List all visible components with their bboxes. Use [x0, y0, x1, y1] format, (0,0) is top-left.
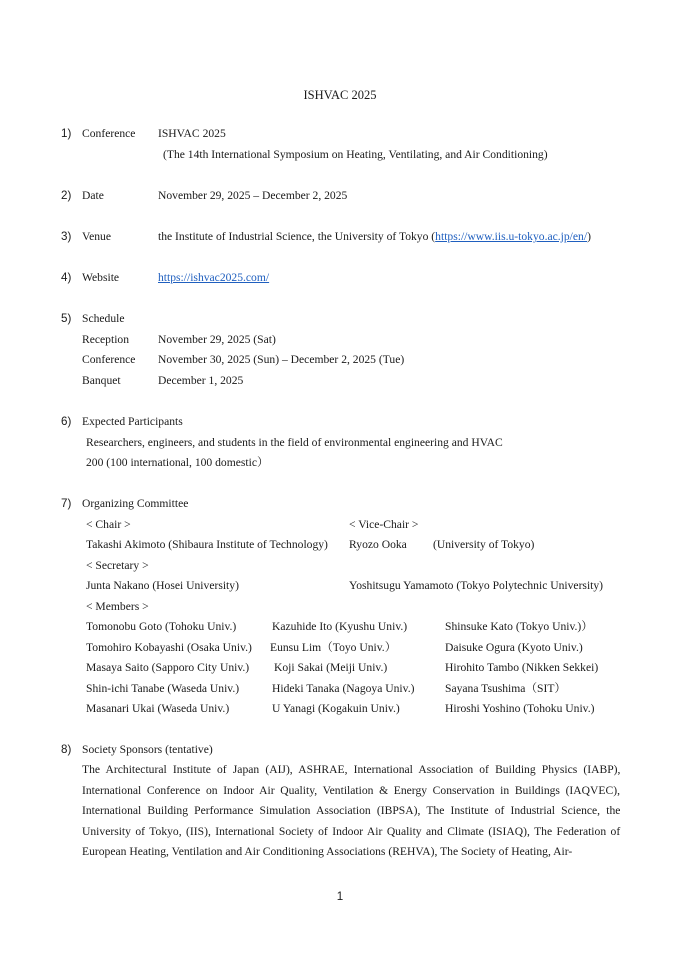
member-name: Shinsuke Kato (Tokyo Univ.)）: [445, 620, 593, 633]
sponsors-line: The Architectural Institute of Japan (AIJ), ASHRAE, International Association of Building Physics (IABP),: [82, 763, 621, 776]
member-name: Tomohiro Kobayashi (Osaka Univ.): [86, 641, 252, 654]
section-number: 1): [61, 127, 72, 140]
member-name: Hiroshi Yoshino (Tohoku Univ.): [445, 702, 595, 715]
member-name: Sayana Tsushima（SIT）: [445, 682, 567, 695]
members-header: < Members >: [86, 600, 149, 613]
conference-fullname: (The 14th International Symposium on Heating, Ventilating, and Air Conditioning): [163, 148, 548, 161]
participants-description: Researchers, engineers, and students in the field of environmental engineering and HVAC: [86, 436, 503, 449]
member-name: Kazuhide Ito (Kyushu Univ.): [272, 620, 408, 633]
vice-chair-header: < Vice-Chair >: [349, 518, 419, 531]
venue-text: the Institute of Industrial Science, the University of Tokyo (: [158, 230, 436, 243]
section-label: Society Sponsors (tentative): [82, 743, 213, 756]
schedule-label: Reception: [82, 333, 130, 346]
section-number: 7): [61, 497, 72, 510]
page-number: 1: [336, 890, 344, 903]
secretary-header: < Secretary >: [86, 559, 149, 572]
member-name: Hideki Tanaka (Nagoya Univ.): [272, 682, 415, 695]
schedule-label: Banquet: [82, 374, 121, 387]
section-label: Schedule: [82, 312, 125, 325]
sponsors-line: International Building Performance Simulation Association (IBPSA), The Institute of Industrial Science, the: [82, 804, 621, 817]
page-title: ISHVAC 2025: [303, 88, 377, 102]
date-value: November 29, 2025 – December 2, 2025: [158, 189, 348, 202]
vice-chair-affiliation: (University of Tokyo): [433, 538, 535, 551]
vice-chair-name: Ryozo Ooka: [349, 538, 407, 551]
member-name: Tomonobu Goto (Tohoku Univ.): [86, 620, 237, 633]
section-number: 8): [61, 743, 72, 756]
conference-name: ISHVAC 2025: [158, 127, 226, 140]
section-number: 6): [61, 415, 72, 428]
schedule-value: November 29, 2025 (Sat): [158, 333, 276, 346]
schedule-value: December 1, 2025: [158, 374, 244, 387]
chair-header: < Chair >: [86, 518, 131, 531]
participants-count: 200 (100 international, 100 domestic）: [86, 456, 269, 469]
venue-link[interactable]: https://www.iis.u-tokyo.ac.jp/en/: [435, 230, 588, 243]
member-name: Shin-ichi Tanabe (Waseda Univ.): [86, 682, 240, 695]
chair-name: Takashi Akimoto (Shibaura Institute of Technology): [86, 538, 328, 551]
section-number: 5): [61, 312, 72, 325]
secretary-name: Yoshitsugu Yamamoto (Tokyo Polytechnic University): [349, 579, 604, 592]
schedule-value: November 30, 2025 (Sun) – December 2, 2025 (Tue): [158, 353, 405, 366]
secretary-name: Junta Nakano (Hosei University): [86, 579, 239, 592]
section-number: 2): [61, 189, 72, 202]
member-name: Eunsu Lim（Toyo Univ.）: [270, 641, 397, 654]
venue-line: [158, 230, 591, 244]
member-name: Koji Sakai (Meiji Univ.): [274, 661, 388, 674]
member-name: Hirohito Tambo (Nikken Sekkei): [445, 661, 599, 674]
member-name: Masaya Saito (Sapporo City Univ.): [86, 661, 250, 674]
section-label: Date: [82, 189, 104, 202]
section-label: Venue: [82, 230, 111, 243]
member-name: Masanari Ukai (Waseda Univ.): [86, 702, 230, 715]
venue-close-paren: ): [587, 230, 591, 243]
sponsors-line: University of Tokyo, (IIS), International Society of Indoor Air Quality and Climate (ISIAQ), The Federation of: [82, 825, 621, 838]
sponsors-line: International Conference on Indoor Air Quality, Ventilation & Energy Conservation in Buildings (IAQVEC),: [82, 784, 620, 797]
section-label: Organizing Committee: [82, 497, 189, 510]
section-number: 3): [61, 230, 72, 243]
section-number: 4): [61, 271, 72, 284]
schedule-label: Conference: [82, 353, 136, 366]
website-link[interactable]: https://ishvac2025.com/: [158, 271, 270, 284]
section-label: Expected Participants: [82, 415, 183, 428]
section-label: Conference: [82, 127, 136, 140]
member-name: Daisuke Ogura (Kyoto Univ.): [445, 641, 583, 654]
sponsors-line: European Heating, Ventilation and Air Conditioning Associations (REHVA), The Society of Heating, Air-: [82, 845, 573, 858]
section-label: Website: [82, 271, 120, 284]
member-name: U Yanagi (Kogakuin Univ.): [272, 702, 400, 715]
